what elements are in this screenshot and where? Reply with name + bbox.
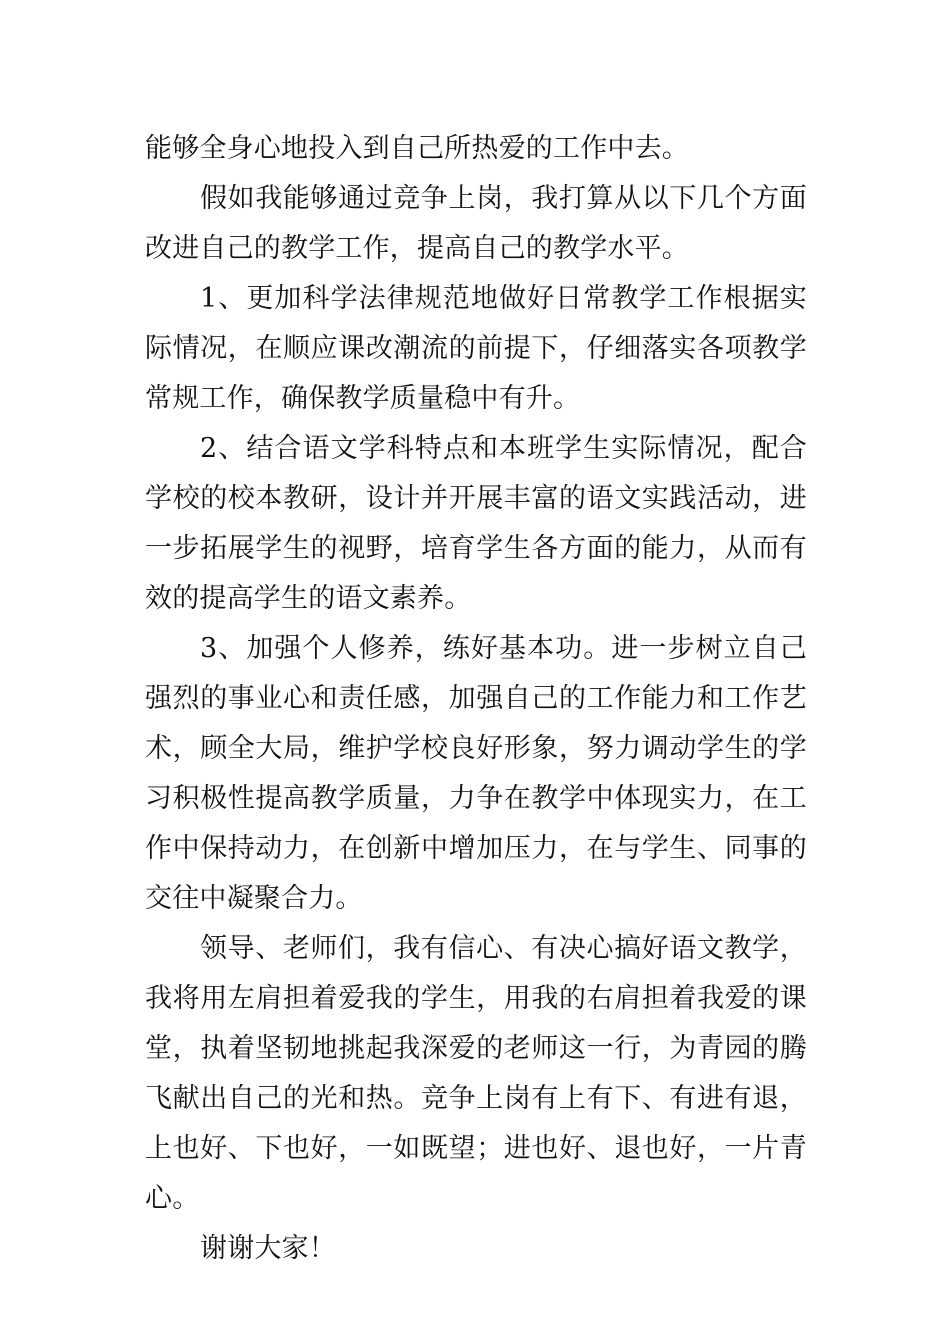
paragraph-conclusion: 领导、老师们，我有信心、有决心搞好语文教学，我将用左肩担着爱我的学生，用我的右肩担着我爱的课堂，执着坚韧地挑起我深爱的老师这一行，为青园的腾飞献出自己的光和热。竞争上岗有上有下、有进有退，上也好、下也好，一如既望；进也好、退也好，一片青心。 bbox=[145, 933, 807, 1214]
paragraph-point-3: 3、加强个人修养，练好基本功。进一步树立自己强烈的事业心和责任感，加强自己的工作能力和工作艺术，顾全大局，维护学校良好形象，努力调动学生的学习积极性提高教学质量，力争在教学中体现实力，在工作中保持动力，在创新中增加压力，在与学生、同事的交往中凝聚合力。 bbox=[145, 633, 807, 914]
paragraph-continuation: 能够全身心地投入到自己所热爱的工作中去。 bbox=[145, 133, 689, 164]
document-body bbox=[145, 124, 807, 1274]
paragraph-point-1: 1、更加科学法律规范地做好日常教学工作根据实际情况，在顺应课改潮流的前提下，仔细落实各项教学常规工作，确保教学质量稳中有升。 bbox=[145, 283, 807, 414]
paragraph-thanks: 谢谢大家！ bbox=[200, 1233, 336, 1264]
paragraph-intro: 假如我能够通过竞争上岗，我打算从以下几个方面改进自己的教学工作，提高自己的教学水平。 bbox=[145, 183, 807, 264]
paragraph-point-2: 2、结合语文学科特点和本班学生实际情况，配合学校的校本教研，设计并开展丰富的语文实践活动，进一步拓展学生的视野，培育学生各方面的能力，从而有效的提高学生的语文素养。 bbox=[145, 433, 807, 614]
